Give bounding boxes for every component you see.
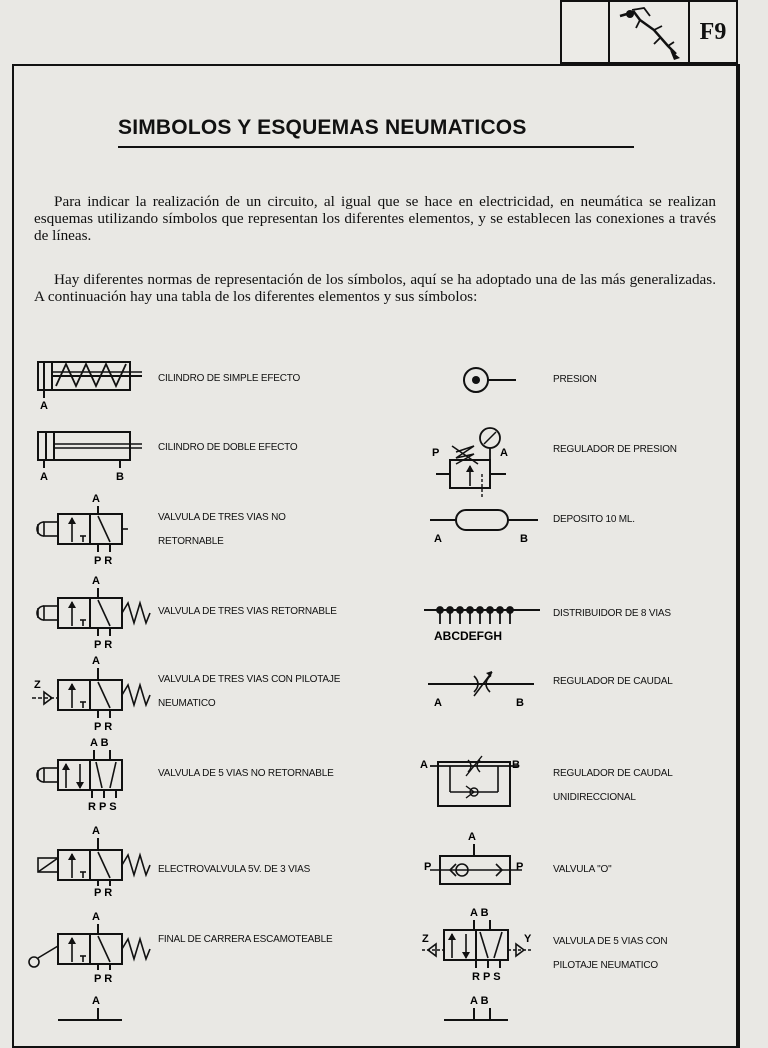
header-empty-cell — [562, 2, 610, 62]
label-double-acting-cylinder: CILINDRO DE DOBLE EFECTO — [158, 442, 298, 453]
label-distributor: DISTRIBUIDOR DE 8 VIAS — [553, 608, 671, 619]
label-one-way-flow-regulator: REGULADOR DE CAUDAL UNIDIRECCIONAL — [553, 768, 673, 803]
port-label: A — [500, 447, 508, 459]
port-label: P R — [94, 721, 113, 733]
three-way-valve-symbol — [30, 490, 150, 568]
header-logo-cell — [610, 2, 690, 62]
valve-symbol-partial-right — [418, 990, 538, 1024]
port-label: P R — [94, 639, 113, 651]
port-label: A B — [90, 737, 109, 749]
header-box — [560, 0, 738, 64]
port-label: A — [92, 655, 100, 667]
port-label: P R — [94, 973, 113, 985]
page-title: SIMBOLOS Y ESQUEMAS NEUMATICOS — [118, 116, 527, 139]
port-label: A — [92, 825, 100, 837]
port-label: Z — [34, 679, 41, 691]
label-solenoid-valve: ELECTROVALVULA 5V. DE 3 VIAS — [158, 864, 311, 875]
label-limit-switch: FINAL DE CARRERA ESCAMOTEABLE — [158, 934, 333, 945]
one-way-flow-regulator-symbol — [420, 752, 530, 812]
three-way-valve-pilot-symbol — [30, 652, 155, 732]
port-label: A — [420, 759, 428, 771]
label-air-tank: DEPOSITO 10 ML. — [553, 514, 635, 525]
pressure-source-symbol — [456, 364, 546, 396]
label-three-way-valve-pilot: VALVULA DE TRES VIAS CON PILOTAJE NEUMATICO — [158, 674, 341, 709]
label-single-acting-cylinder: CILINDRO DE SIMPLE EFECTO — [158, 373, 301, 384]
solenoid-valve-symbol — [30, 820, 155, 898]
port-label: A — [434, 533, 442, 545]
port-label: Y — [524, 933, 532, 945]
three-way-valve-spring-symbol — [30, 572, 155, 650]
port-label: B — [516, 697, 524, 709]
port-label: R P S — [472, 971, 501, 983]
label-three-way-valve: VALVULA DE TRES VIAS NO RETORNABLE — [158, 512, 286, 547]
port-label: A — [92, 995, 100, 1007]
flow-regulator-symbol — [424, 664, 544, 710]
five-way-valve-pilot-symbol — [418, 904, 538, 984]
port-label: B — [512, 759, 520, 771]
label-or-valve: VALVULA "O" — [553, 864, 612, 875]
port-label: P — [424, 861, 432, 873]
port-label: P R — [94, 887, 113, 899]
port-label: P — [516, 861, 524, 873]
label-three-way-valve-return: VALVULA DE TRES VIAS RETORNABLE — [158, 606, 337, 617]
port-label: A — [92, 575, 100, 587]
label-five-way-valve-pilot: VALVULA DE 5 VIAS CON PILOTAJE NEUMATICO — [553, 936, 668, 971]
port-label: Z — [422, 933, 429, 945]
port-label: B — [520, 533, 528, 545]
label-pressure-regulator: REGULADOR DE PRESION — [553, 444, 677, 455]
page-code: F9 — [699, 18, 727, 45]
double-acting-cylinder-symbol — [30, 428, 145, 484]
port-label: P R — [94, 555, 113, 567]
pneumatic-tool-icon — [610, 2, 688, 62]
port-label: A — [40, 471, 48, 483]
port-label: B — [116, 471, 124, 483]
label-pressure: PRESION — [553, 374, 597, 385]
or-valve-symbol — [422, 826, 532, 888]
label-flow-regulator: REGULADOR DE CAUDAL — [553, 676, 673, 687]
port-label: A — [434, 697, 442, 709]
valve-symbol-partial — [30, 990, 155, 1024]
port-label: A — [92, 493, 100, 505]
air-tank-symbol — [426, 504, 546, 546]
standards-paragraph: Hay diferentes normas de representación de los símbolos, aquí se ha adoptado una de las más generalizadas. A continuación hay una tabla de los diferentes elementos y sus símbolos: — [34, 271, 716, 305]
pressure-regulator-symbol — [426, 424, 526, 500]
port-label: A B — [470, 995, 489, 1007]
five-way-valve-symbol — [30, 734, 155, 814]
port-label: R P S — [88, 801, 117, 813]
port-label: A — [40, 400, 48, 412]
port-label: ABCDEFGH — [434, 629, 502, 643]
port-label: A B — [470, 907, 489, 919]
port-label: A — [468, 831, 476, 843]
intro-paragraph: Para indicar la realización de un circuito, al igual que se hace en electricidad, en neumática se realizan esquemas utilizando símbolos que representan los diferentes elementos, y se establecen las conexiones a través de líneas. — [34, 193, 716, 244]
distributor-symbol — [424, 598, 544, 650]
label-five-way-valve: VALVULA DE 5 VIAS NO RETORNABLE — [158, 768, 334, 779]
title-underline — [118, 146, 634, 148]
port-label: P — [432, 447, 440, 459]
limit-switch-symbol — [24, 906, 156, 984]
single-acting-cylinder-symbol — [30, 356, 145, 412]
port-label: A — [92, 911, 100, 923]
